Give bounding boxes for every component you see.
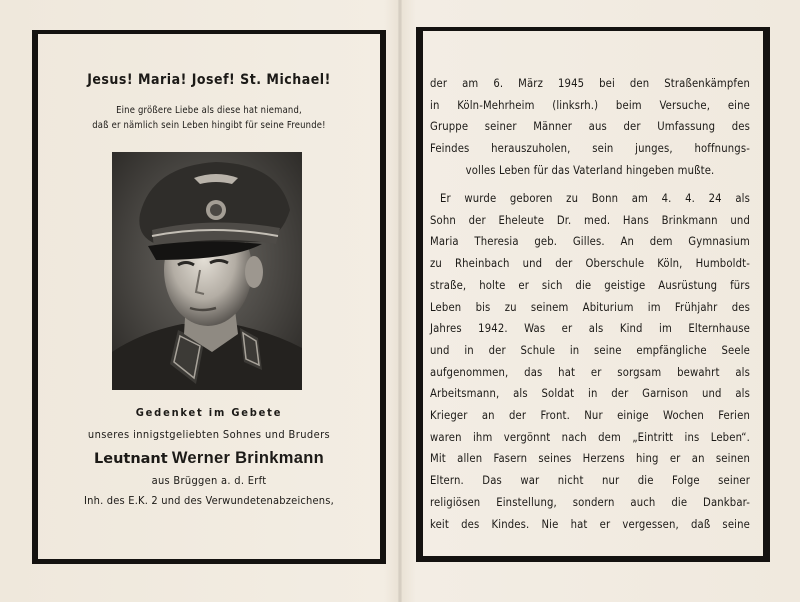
- text-line: Feindes herauszuholen, sein junges, hoffnungs-: [430, 142, 750, 156]
- text-line: Gruppe seiner Männer aus der Umfassung des: [430, 120, 750, 134]
- invocation-heading: Jesus! Maria! Josef! St. Michael!: [87, 72, 331, 88]
- soldier-portrait-icon: [112, 152, 302, 390]
- text-line: Leben bis zu seinem Abiturium im Frühjahr des: [430, 300, 750, 314]
- origin: aus Brüggen a. d. Erft: [151, 474, 267, 487]
- text-line: zu Rheinbach und der Oberschule Köln, Humboldt-: [430, 257, 750, 271]
- decorations: Inh. des E.K. 2 und des Verwundetenabzeichens,: [84, 494, 334, 507]
- text-line: und in der Schule in seine empfängliche Seele: [430, 343, 750, 357]
- bible-verse: [38, 103, 380, 133]
- portrait-photo: [112, 152, 302, 390]
- verse-line: daß er nämlich sein Leben hingibt für seine Freunde!: [92, 120, 326, 131]
- paragraph-biography: [430, 188, 750, 535]
- text-line: Mit allen Fasern seines Herzens hing er an seinen: [430, 452, 750, 466]
- caption-remember: Gedenket im Gebete: [135, 406, 283, 419]
- text-line: Jahres 1942. Was er als Kind im Elternhause: [430, 322, 750, 336]
- verse-line: Eine größere Liebe als diese hat niemand,: [116, 105, 302, 116]
- text-line: religiösen Einstellung, sondern auch die Dankbar-: [430, 495, 750, 509]
- text-line: Sohn der Eheleute Dr. med. Hans Brinkmann und: [430, 213, 750, 227]
- deceased-name-line: [38, 449, 380, 468]
- text-line: der am 6. März 1945 bei den Straßenkämpfen: [430, 77, 750, 90]
- text-line: Krieger an der Front. Nur einige Wochen Ferien: [430, 409, 750, 423]
- text-line: in Köln-Mehrheim (linksrh.) beim Versuche, eine: [430, 98, 750, 112]
- deceased-name: Werner Brinkmann: [171, 449, 324, 467]
- text-line: aufgenommen, das hat er sorgsam bewahrt als: [430, 365, 750, 379]
- text-line: waren ihm vergönnt nach dem „Eintritt ins Leben“.: [430, 430, 750, 444]
- text-line: straße, holte er sich die geistige Ausrüstung fürs: [430, 278, 750, 292]
- rank: Leutnant: [94, 451, 168, 467]
- text-line: Arbeitsmann, als Soldat in der Garnison und als: [430, 387, 750, 401]
- text-line: keit des Kindes. Nie hat er vergessen, daß seine: [430, 517, 750, 531]
- caption-relation: unseres innigstgeliebten Sohnes und Bruders: [87, 428, 331, 441]
- text-line: volles Leben für das Vaterland hingeben mußte.: [465, 163, 715, 177]
- text-line: Eltern. Das war nicht nur die Folge seiner: [430, 474, 750, 488]
- center-fold: [398, 0, 402, 602]
- text-line: Maria Theresia geb. Gilles. An dem Gymnasium: [430, 235, 750, 249]
- text-line: Er wurde geboren zu Bonn am 4. 4. 24 als: [440, 192, 750, 205]
- paragraph-death: [430, 73, 750, 182]
